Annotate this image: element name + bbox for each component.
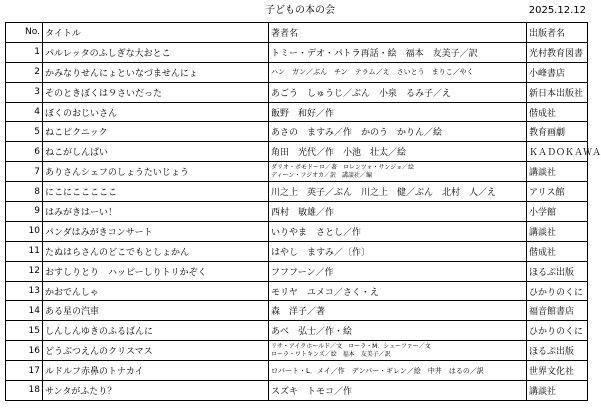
author-text: はやし ますみ／〔作〕 [271,247,371,258]
row-number: 6 [6,142,43,162]
header-publisher: 出版者名 [527,23,588,43]
book-author [269,241,527,261]
table-row [6,301,588,321]
row-number: 13 [6,281,43,301]
book-publisher: 小学館 [527,202,588,222]
table-row [6,102,588,122]
book-publisher: 新日本出版社 [527,82,588,102]
book-title: はみがきはーい！ [43,202,269,222]
row-number: 1 [6,42,43,62]
table-row [6,62,588,82]
book-title: ねこがしんぱい [43,142,269,162]
book-author [269,122,527,142]
author-text: ハン ガン／ぶん チン テラム／え さいとう まりこ／やく [271,68,474,77]
book-publisher: アリス館 [527,182,588,202]
book-title: ルドルフ赤鼻のトナカイ [43,361,269,381]
book-title: そのときぼくは９さいだった [43,82,269,102]
book-author [269,102,527,122]
book-author [269,162,527,182]
book-title: おすしりとり ハッピーしりトリかぞく [43,261,269,281]
author-text: トミー・デオ・パトラ再話・絵 福本 友美子／訳 [271,48,478,59]
book-author [269,142,527,162]
book-author [269,221,527,241]
table-row [6,122,588,142]
table-row [6,341,588,361]
book-author [269,82,527,102]
author-text: モリヤ ユメコ／さく・え [271,287,379,298]
row-number: 2 [6,62,43,82]
book-title: どうぶつえんのクリスマス [43,341,269,361]
table-row [6,381,588,401]
book-publisher: 世界文化社 [527,361,588,381]
table-row [6,82,588,102]
book-publisher: ほるぷ出版 [527,341,588,361]
table-row [6,361,588,381]
author-text: スズキ トモコ／作 [271,386,353,397]
book-title: ある星の汽車 [43,301,269,321]
header-title: タイトル [43,23,269,43]
book-title: パンダはみがきコンサート [43,221,269,241]
book-publisher: 講談社 [527,381,588,401]
author-text: 角田 光代／作 小池 壮太／絵 [271,148,407,159]
book-list-table [5,22,601,401]
table-row [6,182,588,202]
row-number: 10 [6,221,43,241]
author-line-1: ダリオ・ポモドーロ／著 ロレンツォ・サンジョ／絵 [271,163,414,171]
book-publisher: ほるぷ出版 [527,261,588,281]
row-number: 12 [6,261,43,281]
book-publisher: ひかりのくに [527,281,588,301]
table-row [6,241,588,261]
table-row [6,202,588,222]
document-date: 2025.12.12 [528,5,586,16]
book-publisher: 講談社 [527,162,588,182]
author-text: いりやま さとし／作 [271,227,362,238]
author-text: あごう しゅうじ／ぶん 小泉 るみ子／え [271,88,452,99]
row-number: 4 [6,102,43,122]
book-title: ありさんシェフのしょうたいじょう [43,162,269,182]
author-text: 川之上 英子／ぶん 川之上 健／ぶん 北村 人／え [271,188,497,199]
author-line-1: リサ・アイクホールド／文 ローラ・M．シェーファー／文 [271,342,431,350]
book-publisher: 講談社 [527,221,588,241]
book-author [269,42,527,62]
book-author [269,341,527,361]
book-publisher: 偕成社 [527,241,588,261]
table-row [6,162,588,182]
author-text: フフフーン／作 [271,267,334,278]
book-author [269,182,527,202]
author-text: 飯野 和好／作 [271,108,335,119]
book-title: パルレッタのふしぎな大おとこ [43,42,269,62]
table-body [6,42,601,400]
row-number: 18 [6,381,43,401]
book-publisher: 福音館書店 [527,301,588,321]
book-title: しんしんゆきのふるばんに [43,321,269,341]
row-number: 5 [6,122,43,142]
book-author [269,301,527,321]
table-row [6,261,588,281]
header-no: No. [6,23,43,43]
row-number: 16 [6,341,43,361]
table-row [6,142,588,162]
document-title: 子どもの本の会 [265,5,335,16]
book-author [269,62,527,82]
book-author [269,361,527,381]
table-row [6,221,588,241]
table-row [6,281,588,301]
row-number: 17 [6,361,43,381]
book-author [269,202,527,222]
book-publisher: ひかりのくに [527,321,588,341]
book-title: ねこピクニック [43,122,269,142]
table-row [6,321,588,341]
book-title: サンタがふたり？ [43,381,269,401]
book-publisher: 光村教育図書 [527,42,588,62]
book-title: たぬはらさんのどこでもとしょかん [43,241,269,261]
book-title: ぼくのおじいさん [43,102,269,122]
author-line-2: ローラ・ワトキンズ／絵 福本 友美子／訳 [271,350,391,358]
book-publisher: 小峰書店 [527,62,588,82]
author-text: 森 洋子／著 [271,307,326,318]
table-row [6,42,588,62]
row-number: 11 [6,241,43,261]
row-number: 9 [6,202,43,222]
row-number: 7 [6,162,43,182]
book-author [269,321,527,341]
row-number: 8 [6,182,43,202]
book-publisher: 偕成社 [527,102,588,122]
author-line-2: ディーン・フジオカ／訳 講談社／編 [271,171,372,179]
book-author [269,261,527,281]
author-text: あさの ますみ／作 かのう かりん／絵 [271,128,443,139]
book-publisher: ＫＡＤＯＫＡＷＡ [527,142,588,162]
book-title: かおでんしゃ [43,281,269,301]
book-publisher: 教育画劇 [527,122,588,142]
table-header-row [6,23,588,43]
row-number: 15 [6,321,43,341]
author-text: 西村 敏雄／作 [271,207,335,218]
book-author [269,281,527,301]
author-text: ロバート・L．メイ／作 デンバー・ギレン／絵 中井 はるの／訳 [271,366,484,375]
header-author: 著者名 [269,23,527,43]
book-title: にこにこここここ [43,182,269,202]
row-number: 14 [6,301,43,321]
book-title: かみなりせんにょといなづませんにょ [43,62,269,82]
book-author [269,381,527,401]
author-text: あべ 弘士／作・絵 [271,327,353,338]
row-number: 3 [6,82,43,102]
